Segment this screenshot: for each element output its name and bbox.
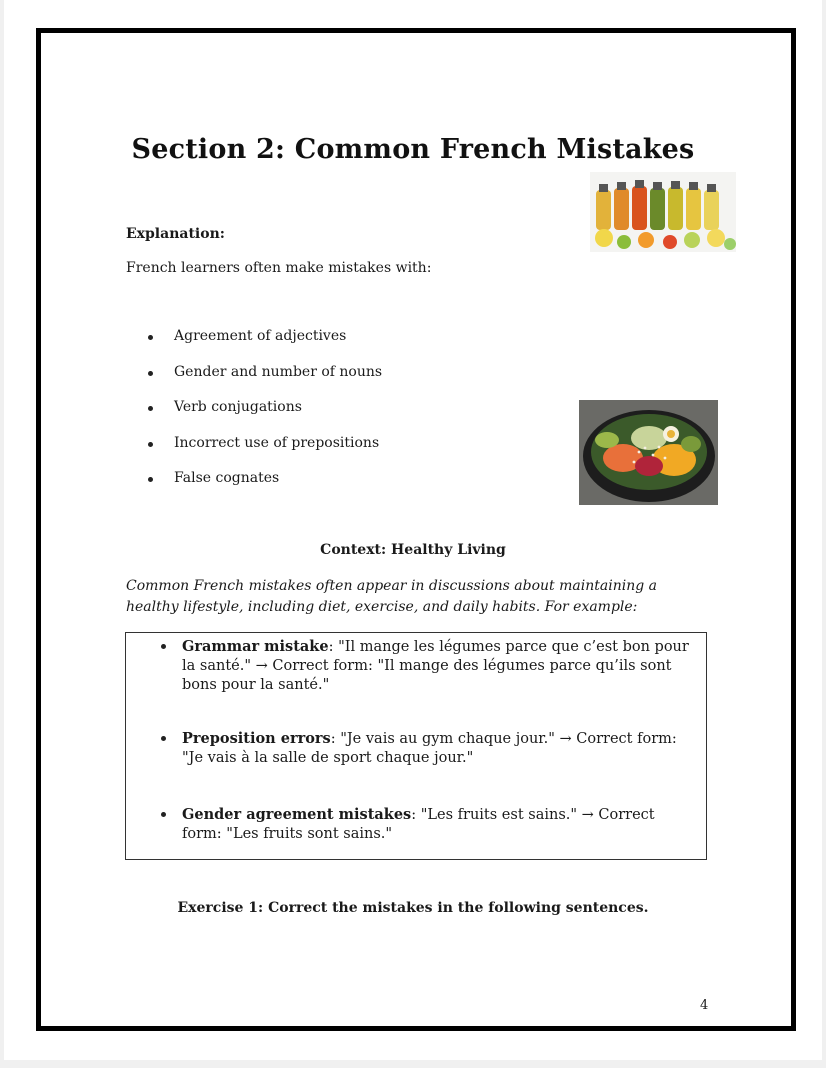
list-item: False cognates — [126, 470, 382, 506]
list-item: Agreement of adjectives — [126, 328, 382, 364]
list-item: Verb conjugations — [126, 399, 382, 435]
example-label: Preposition errors — [182, 730, 331, 747]
example-text: : "Les fruits est sains." → Correct form: "Les fruits sont sains." — [182, 807, 655, 842]
mistakes-list — [126, 328, 382, 506]
explanation-intro: French learners often make mistakes with: — [126, 260, 432, 276]
example-item — [182, 637, 697, 695]
bullet-icon — [148, 335, 153, 340]
exercise-heading: Exercise 1: Correct the mistakes in the following sentences. — [177, 900, 649, 916]
example-label: Gender agreement mistakes — [182, 806, 412, 823]
example-text: : "Il mange les légumes parce que c’est bon pour la santé." → Correct form: "Il mange des légumes parce qu’ils sont bons pour la santé." — [182, 639, 689, 693]
example-item — [182, 729, 697, 768]
bullet-icon — [161, 644, 166, 649]
list-item: Gender and number of nouns — [126, 364, 382, 400]
bullet-icon — [148, 371, 153, 376]
examples-box — [125, 632, 707, 860]
bullet-icon — [148, 406, 153, 411]
poke-bowl-image — [579, 400, 718, 505]
juice-bottles-image — [590, 172, 736, 252]
explanation-heading: Explanation: — [126, 226, 225, 242]
list-item: Incorrect use of prepositions — [126, 435, 382, 471]
bullet-icon — [161, 812, 166, 817]
bullet-icon — [161, 736, 166, 741]
bullet-icon — [148, 477, 153, 482]
bullet-icon — [148, 442, 153, 447]
example-item — [182, 805, 697, 844]
page-number: 4 — [700, 998, 709, 1013]
context-heading: Context: Healthy Living — [320, 542, 506, 558]
page-title: Section 2: Common French Mistakes — [131, 134, 695, 165]
example-text: : "Je vais au gym chaque jour." → Correct form: "Je vais à la salle de sport chaque jour." — [182, 731, 677, 766]
example-label: Grammar mistake — [182, 638, 329, 655]
context-paragraph: Common French mistakes often appear in discussions about maintaining a healthy lifestyle, including diet, exercise, and daily habits. For example: — [126, 578, 657, 615]
